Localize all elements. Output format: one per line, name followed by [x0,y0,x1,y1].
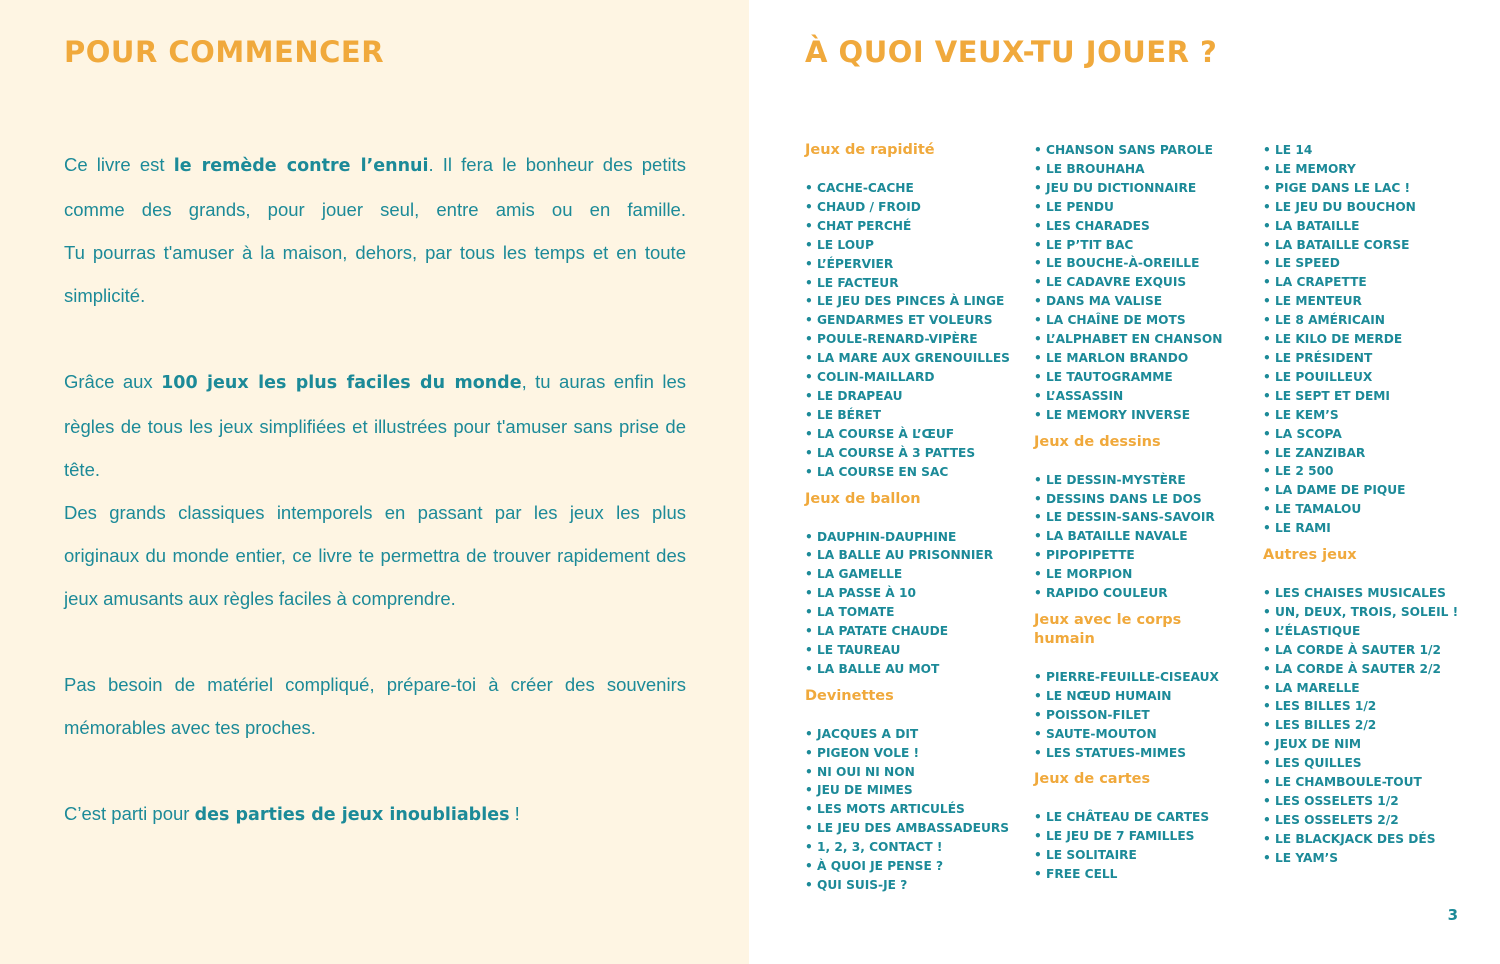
game-item: • LE DESSIN-MYSTÈRE [1034,472,1186,487]
game-item: • LE SEPT ET DEMI [1263,388,1390,403]
list-rapidite [805,179,1025,482]
intro-paragraph-3: Grâce aux 100 jeux les plus faciles du monde, tu auras enfin les règles de tous les jeux simplifiées et illustrées pour t'amuser sans prise de tête. [64,371,687,480]
category-ballon: Jeux de ballon [805,490,921,507]
list-autres [1263,584,1483,868]
game-item: • SAUTE-MOUTON [1034,726,1157,741]
game-item: • LA BATAILLE NAVALE [1034,529,1188,544]
game-item: • JEU DU DICTIONNAIRE [1034,180,1197,195]
game-item: • L’ÉLASTIQUE [1263,623,1361,638]
game-item: • LE KILO DE MERDE [1263,332,1403,347]
game-item: • RAPIDO COULEUR [1034,586,1168,601]
page-title-left: POUR COMMENCER [64,35,385,69]
game-item: • L’ÉPERVIER [805,256,894,271]
game-item: • JEU DE MIMES [805,783,913,798]
game-item: • LE FACTEUR [805,275,899,290]
game-item: • LE CADAVRE EXQUIS [1034,275,1187,290]
game-item: • PIPOPIPETTE [1034,548,1135,563]
game-item: • DAUPHIN-DAUPHINE [805,529,957,544]
game-item: • LA BATAILLE CORSE [1263,237,1410,252]
game-item: • LES STATUES-MIMES [1034,745,1187,760]
game-item: • LE NŒUD HUMAIN [1034,688,1172,703]
game-item: • UN, DEUX, TROIS, SOLEIL ! [1263,604,1459,619]
right-page [749,0,1500,964]
game-item: • LE PENDU [1034,199,1114,214]
game-item: • FREE CELL [1034,867,1118,882]
games-column-3 [1263,141,1483,868]
game-item: • CACHE-CACHE [805,181,914,195]
intro-paragraph-6: C’est parti pour des parties de jeux inoubliables ! [64,803,520,825]
game-item: • LA COURSE À 3 PATTES [805,445,976,460]
category-devinettes: Devinettes [805,687,894,704]
game-item: • LE DRAPEAU [805,388,903,403]
game-item: • NI OUI NI NON [805,764,915,779]
game-item: • LE LOUP [805,237,874,252]
game-item: • LE TAMALOU [1263,502,1362,517]
game-item: • LES CHAISES MUSICALES [1263,586,1446,601]
intro-paragraph-5: Pas besoin de matériel compliqué, prépare-toi à créer des souvenirs mémorables avec tes proches. [64,674,686,738]
game-item: • LE PRÉSIDENT [1263,350,1373,365]
game-item: • PIGEON VOLE ! [805,745,920,760]
game-item: • LES OSSELETS 1/2 [1263,794,1399,808]
game-item: • JACQUES A DIT [805,726,919,741]
intro-text [64,143,686,837]
list-devinettes [805,725,1025,895]
game-item: • LE JEU DES AMBASSADEURS [805,821,1010,836]
category-cartes: Jeux de cartes [1034,771,1151,788]
game-item: • LE TAUTOGRAMME [1034,369,1173,384]
game-item: • LA CORDE À SAUTER 1/2 [1263,642,1441,657]
game-item: • POISSON-FILET [1034,707,1150,722]
list-cartes-suite [1263,141,1483,538]
list-corps [1034,668,1254,763]
game-item: • LA COURSE À L’ŒUF [805,426,955,441]
game-item: • L’ALPHABET EN CHANSON [1034,332,1223,347]
game-item: • PIERRE-FEUILLE-CISEAUX [1034,669,1219,684]
game-item: • LE YAM’S [1263,850,1338,865]
game-item: • LE MORPION [1034,567,1133,582]
game-item: • LES MOTS ARTICULÉS [805,802,965,817]
intro-paragraph-4: Des grands classiques intemporels en passant par les jeux les plus originaux du monde entier, ce livre te permettra de trouver rapidement des jeux amusants aux règles faciles à comprendre. [64,502,686,609]
page-title-right: À QUOI VEUX-TU JOUER ? [805,35,1218,69]
game-item: • LES BILLES 2/2 [1263,718,1377,733]
game-item: • LES CHARADES [1034,218,1150,233]
page-number: 3 [1447,906,1458,924]
game-item: • LA PASSE À 10 [805,586,916,601]
game-item: • LE POUILLEUX [1263,369,1373,384]
game-item: • LE ZANZIBAR [1263,445,1366,460]
game-item: • LA DAME DE PIQUE [1263,483,1406,498]
game-item: • LE P’TIT BAC [1034,237,1134,252]
game-item: • POULE-RENARD-VIPÈRE [805,332,978,347]
game-item: • CHANSON SANS PAROLE [1034,143,1213,157]
game-item: • JEUX DE NIM [1263,737,1361,752]
game-item: • L’ASSASSIN [1034,388,1124,403]
intro-paragraph-2: Tu pourras t'amuser à la maison, dehors, par tous les temps et en toute simplicité. [64,242,686,306]
category-corps-line-2: humain [1034,630,1095,647]
game-item: • LA SCOPA [1263,426,1342,441]
category-autres: Autres jeux [1263,547,1357,564]
game-item: • COLIN-MAILLARD [805,370,935,385]
category-corps-line-1: Jeux avec le corps [1034,611,1182,628]
game-item: • LA BALLE AU PRISONNIER [805,548,994,563]
intro-paragraph-1: Ce livre est le remède contre l’ennui. Il fera le bonheur des petits comme des grands, pour jouer seul, entre amis ou en famille. [64,154,686,220]
game-item: • LES QUILLES [1263,756,1362,771]
game-item: • LA TOMATE [805,605,895,620]
game-item: • LA GAMELLE [805,567,903,582]
game-item: • LE BROUHAHA [1034,161,1145,176]
list-dessins [1034,471,1254,603]
game-item: • LE BÉRET [805,407,882,422]
game-item: • GENDARMES ET VOLEURS [805,313,993,328]
game-item: • LE 2 500 [1263,464,1334,479]
game-item: • DESSINS DANS LE DOS [1034,491,1202,506]
game-item: • LA BALLE AU MOT [805,661,940,676]
category-dessins: Jeux de dessins [1034,433,1161,450]
game-item: • LES BILLES 1/2 [1263,699,1377,714]
game-item: • LE SOLITAIRE [1034,848,1137,863]
game-item: • LE MARLON BRANDO [1034,350,1189,365]
game-item: • LA CRAPETTE [1263,275,1367,290]
game-item: • LA BATAILLE [1263,218,1360,233]
game-item: • LA CHAÎNE DE MOTS [1034,313,1186,328]
game-item: • LE MENTEUR [1263,294,1362,309]
game-item: • DANS MA VALISE [1034,294,1163,309]
category-rapidite: Jeux de rapidité [805,142,935,158]
game-item: • LA COURSE EN SAC [805,464,949,479]
games-column-2 [1034,141,1254,884]
game-item: • LE BLACKJACK DES DÉS [1263,831,1436,846]
game-item: • À QUOI JE PENSE ? [805,859,944,874]
game-item: • LE RAMI [1263,521,1331,536]
game-item: • LE BOUCHE-À-OREILLE [1034,256,1200,271]
game-item: • CHAUD / FROID [805,199,921,214]
list-cartes [1034,808,1254,884]
game-item: • LE CHÂTEAU DE CARTES [1034,810,1210,825]
game-item: • LE JEU DU BOUCHON [1263,199,1416,214]
games-column-1 [805,141,1025,895]
left-page [0,0,749,964]
game-item: • LE CHAMBOULE-TOUT [1263,775,1422,790]
game-item: • LE JEU DES PINCES À LINGE [805,294,1005,309]
game-item: • LE DESSIN-SANS-SAVOIR [1034,510,1215,525]
game-item: • LA MARELLE [1263,680,1360,695]
game-item: • LE MEMORY [1263,161,1356,176]
list-ballon [805,528,1025,679]
game-item: • PIGE DANS LE LAC ! [1263,180,1411,195]
game-item: • CHAT PERCHÉ [805,218,912,233]
game-item: • LE MEMORY INVERSE [1034,407,1191,422]
game-item: • LE JEU DE 7 FAMILLES [1034,829,1195,844]
game-item: • LE KEM’S [1263,407,1339,422]
game-item: • LA MARE AUX GRENOUILLES [805,351,1010,366]
game-item: • LE SPEED [1263,256,1340,271]
list-devinettes-suite [1034,141,1254,425]
game-item: • LE TAUREAU [805,642,901,657]
game-item: • QUI SUIS-JE ? [805,878,908,892]
game-item: • LE 14 [1263,143,1313,157]
game-item: • LE 8 AMÉRICAIN [1263,313,1386,328]
game-item: • LA CORDE À SAUTER 2/2 [1263,661,1441,676]
game-item: • LA PATATE CHAUDE [805,624,949,639]
game-item: • 1, 2, 3, CONTACT ! [805,840,943,855]
game-item: • LES OSSELETS 2/2 [1263,812,1399,827]
